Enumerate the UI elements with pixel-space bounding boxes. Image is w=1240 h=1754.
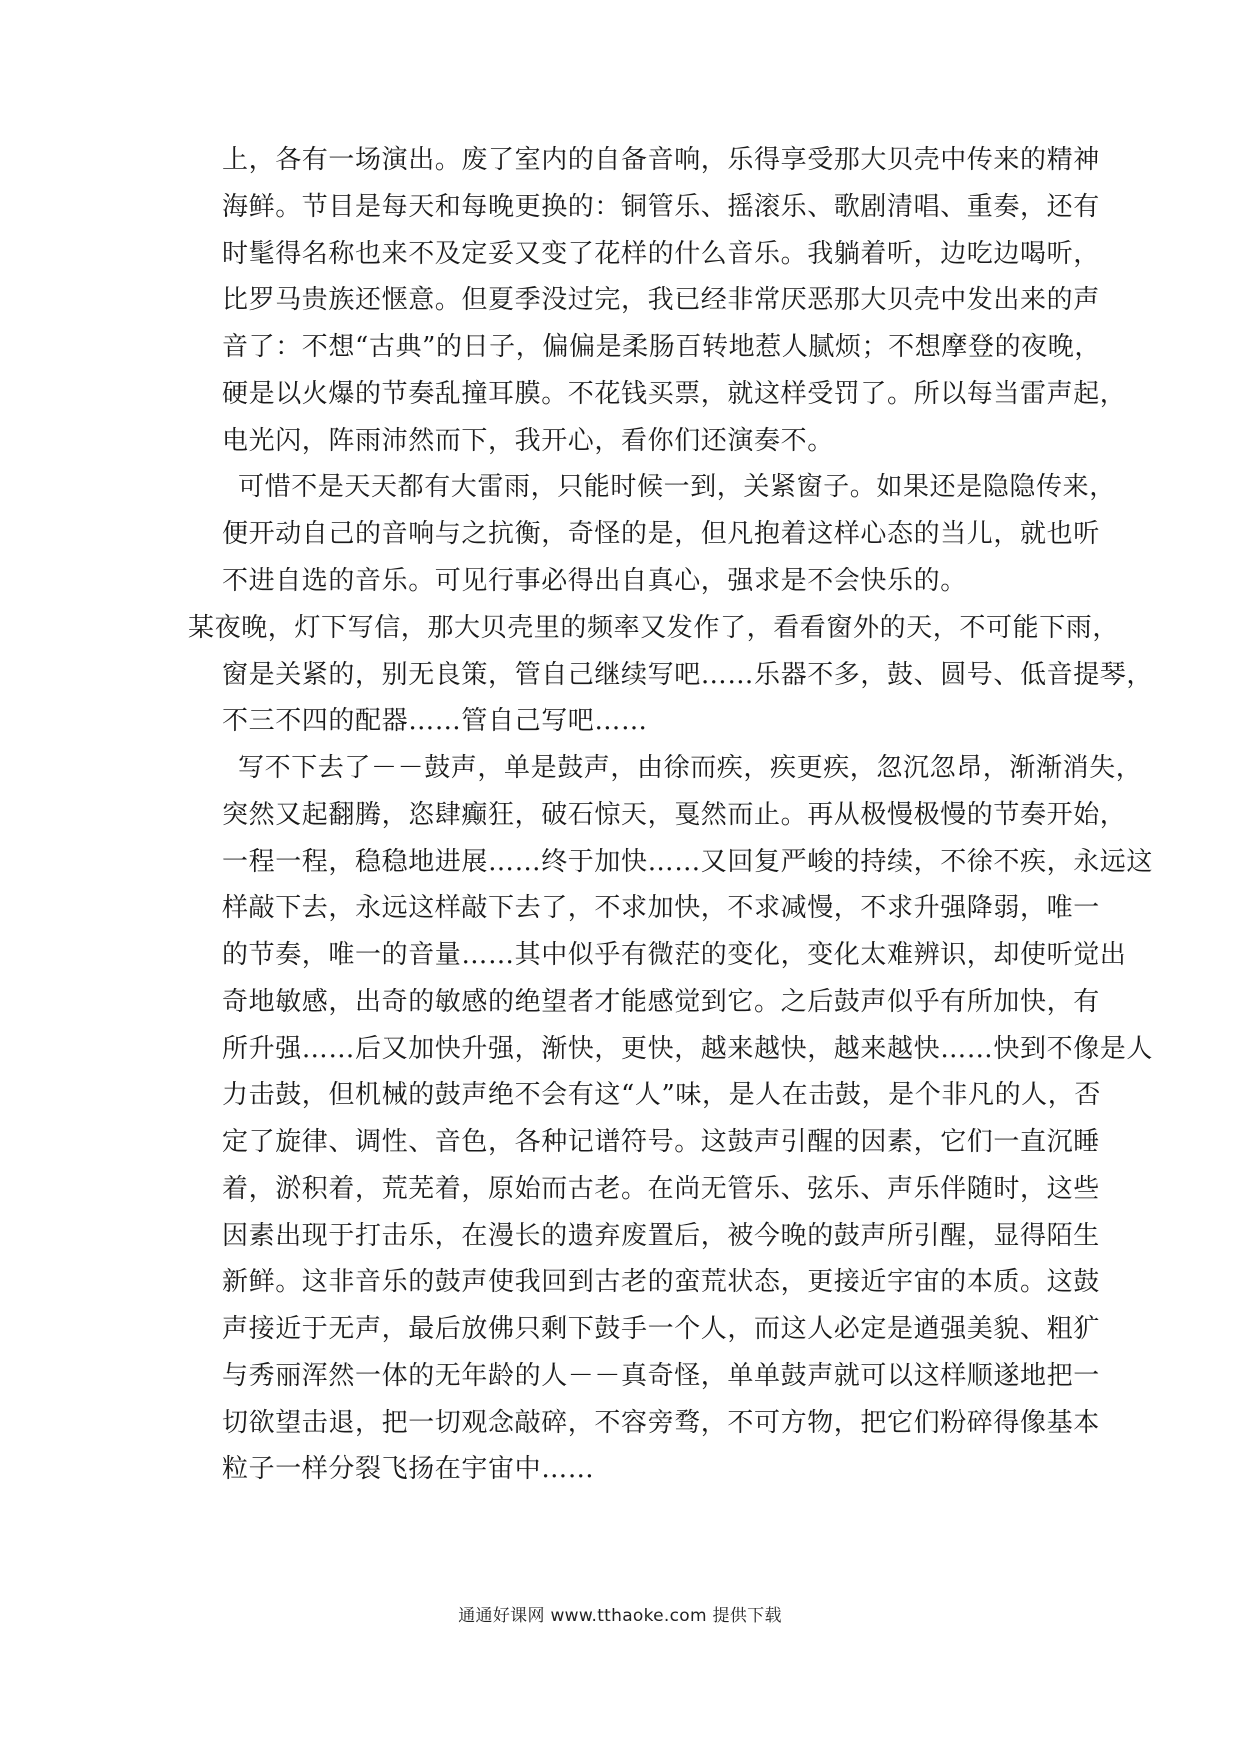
text-line-13: 不三不四的配器……管自己写吧…… — [222, 706, 648, 736]
text-line-28: 切欲望击退，把一切观念敲碎，不容旁骛，不可方物，把它们粉碎得像基本 — [222, 1408, 1100, 1438]
text-line-20: 所升强……后又加快升强，渐快，更快，越来越快，越来越快……快到不像是人 — [222, 1034, 1154, 1064]
text-line-8: 可惜不是天天都有大雷雨，只能时候一到，关紧窗子。如果还是隐隐传来， — [238, 472, 1116, 502]
page-footer: 通通好课网 www.tthaoke.com 提供下载 — [458, 1606, 782, 1626]
text-line-12: 窗是关紧的，别无良策，管自己继续写吧……乐器不多，鼓、圆号、低音提琴， — [222, 660, 1154, 690]
text-line-21: 力击鼓，但机械的鼓声绝不会有这“人”味，是人在击鼓，是个非凡的人，否 — [222, 1080, 1101, 1110]
text-line-27: 与秀丽浑然一体的无年龄的人－－真奇怪，单单鼓声就可以这样顺遂地把一 — [222, 1361, 1100, 1391]
text-line-23: 着，淤积着，荒芜着，原始而古老。在尚无管乐、弦乐、声乐伴随时，这些 — [222, 1174, 1100, 1204]
text-line-18: 的节奏，唯一的音量……其中似乎有微茫的变化，变化太难辨识，却使听觉出 — [222, 940, 1127, 970]
text-line-17: 样敲下去，永远这样敲下去了，不求加快，不求减慢，不求升强降弱，唯一 — [222, 893, 1100, 923]
text-line-1: 上，各有一场演出。废了室内的自备音响，乐得享受那大贝壳中传来的精神 — [222, 145, 1100, 175]
text-line-14: 写不下去了－－鼓声，单是鼓声，由徐而疾，疾更疾，忽沉忽昂，渐渐消失， — [238, 753, 1143, 783]
text-line-3: 时髦得名称也来不及定妥又变了花样的什么音乐。我躺着听，边吃边喝听， — [222, 239, 1100, 269]
text-line-16: 一程一程，稳稳地进展……终于加快……又回复严峻的持续，不徐不疾，永远这 — [222, 847, 1154, 877]
text-line-7: 电光闪，阵雨沛然而下，我开心，看你们还演奏不。 — [222, 426, 834, 456]
text-line-25: 新鲜。这非音乐的鼓声使我回到古老的蛮荒状态，更接近宇宙的本质。这鼓 — [222, 1267, 1100, 1297]
text-line-26: 声接近于无声，最后放佛只剩下鼓手一个人，而这人必定是遒强美貌、粗犷 — [222, 1314, 1100, 1344]
text-line-6: 硬是以火爆的节奏乱撞耳膜。不花钱买票，就这样受罚了。所以每当雷声起， — [222, 379, 1127, 409]
text-line-15: 突然又起翻腾，恣肆癫狂，破石惊天，戛然而止。再从极慢极慢的节奏开始， — [222, 800, 1127, 830]
text-line-4: 比罗马贵族还惬意。但夏季没过完，我已经非常厌恶那大贝壳中发出来的声 — [222, 285, 1100, 315]
text-line-9: 便开动自己的音响与之抗衡，奇怪的是，但凡抱着这样心态的当儿，就也听 — [222, 519, 1100, 549]
text-line-19: 奇地敏感，出奇的敏感的绝望者才能感觉到它。之后鼓声似乎有所加快，有 — [222, 987, 1100, 1017]
text-line-24: 因素出现于打击乐，在漫长的遗弃废置后，被今晚的鼓声所引醒，显得陌生 — [222, 1221, 1100, 1251]
text-line-29: 粒子一样分裂飞扬在宇宙中…… — [222, 1454, 595, 1484]
text-line-2: 海鲜。节目是每天和每晚更换的：铜管乐、摇滚乐、歌剧清唱、重奏，还有 — [222, 192, 1100, 222]
text-line-11: 某夜晚，灯下写信，那大贝壳里的频率又发作了，看看窗外的天，不可能下雨， — [188, 613, 1120, 643]
text-line-10: 不进自选的音乐。可见行事必得出自真心，强求是不会快乐的。 — [222, 566, 967, 596]
text-line-5: 音了：不想“古典”的日子，偏偏是柔肠百转地惹人腻烦；不想摩登的夜晚， — [222, 332, 1101, 362]
text-line-22: 定了旋律、调性、音色，各种记谱符号。这鼓声引醒的因素，它们一直沉睡 — [222, 1127, 1100, 1157]
